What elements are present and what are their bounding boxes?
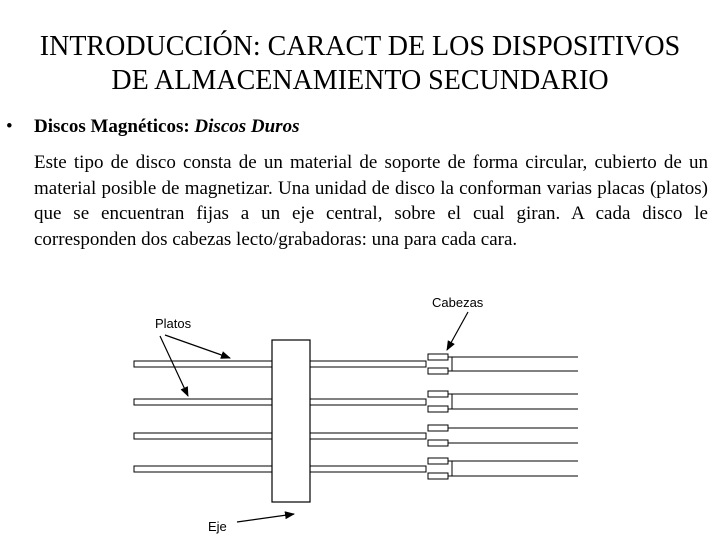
arrow-heads: [447, 312, 468, 350]
label-heads: Cabezas: [432, 295, 484, 310]
heads-group: [428, 354, 578, 479]
head-4-top: [428, 458, 448, 464]
bullet-label-italic: Discos Duros: [194, 116, 300, 137]
head-1-top: [428, 354, 448, 360]
head-4-bottom: [428, 473, 448, 479]
label-axis: Eje: [208, 519, 227, 534]
arrow-axis: [237, 514, 294, 522]
head-3-top: [428, 425, 448, 431]
title-line-2: DE ALMACENAMIENTO SECUNDARIO: [111, 65, 609, 96]
arrow-platters-1: [165, 335, 230, 358]
title-line-1: INTRODUCCIÓN: CARACT DE LOS DISPOSITIVOS: [39, 31, 681, 62]
head-1-bottom: [428, 368, 448, 374]
bullet-marker: •: [6, 116, 13, 137]
spindle-axis: [272, 340, 310, 502]
head-3-bottom: [428, 440, 448, 446]
head-2-bottom: [428, 406, 448, 412]
body-paragraph: Este tipo de disco consta de un material de soporte de forma circular, cubierto de un material posible de magnetizar. Una unidad de disco la conforman varias placas (platos) que se encuentran fijas a un eje central, sobre el cual giran. A cada disco le corresponden dos cabezas lecto/grabadoras: una para cada cara.: [34, 152, 708, 250]
bullet-label: Discos Magnéticos:: [34, 116, 195, 137]
head-2-top: [428, 391, 448, 397]
label-platters: Platos: [155, 316, 192, 331]
